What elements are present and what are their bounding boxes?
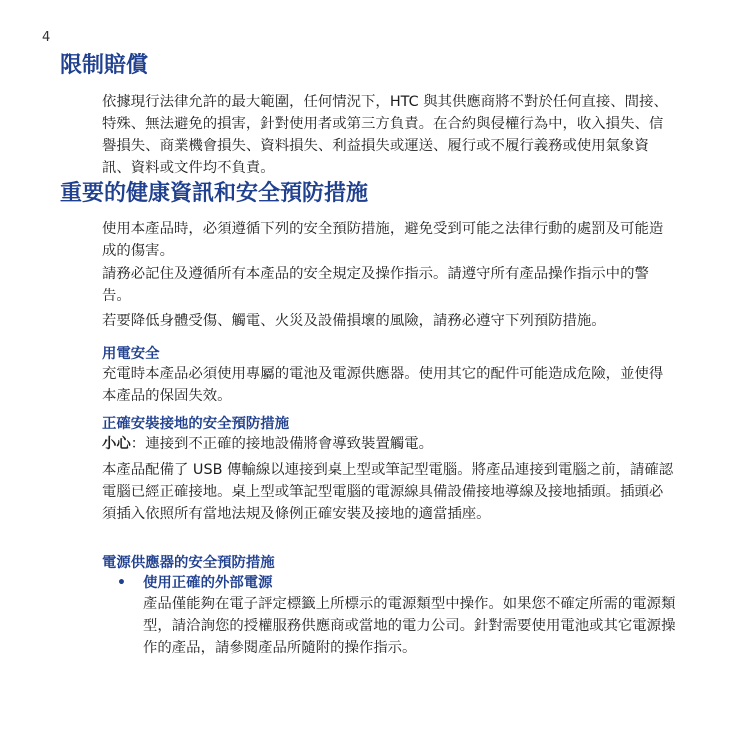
power-supply-heading: 電源供應器的安全預防措施 [102,555,275,571]
external-power-paragraph: 產品僅能夠在電子評定標籤上所標示的電源類型中操作。如果您不確定所需的電源類型，請洽詢您的授權服務供應商或當地的電力公司。針對需要使用電池或其它電源操作的產品，請參閱產品所隨附的操作指示。 [143,596,676,656]
grounding-paragraph: 本產品配備了 USB 傳輸線以連接到桌上型或筆記型電腦。將產品連接到電腦之前，請確認電腦已經正確接地。桌上型或筆記型電腦的電源線具備設備接地導線及接地插頭。插頭必須插入依照所有當地法規及條例正確安裝及接地的適當插座。 [102,462,674,522]
bullet-marker: • [117,575,126,591]
grounding-caution [102,433,677,455]
electrical-safety-paragraph: 充電時本產品必須使用專屬的電池及電源供應器。使用其它的配件可能造成危險，並使得本產品的保固失效。 [102,366,664,404]
limitation-paragraph: 依據現行法律允許的最大範圍，任何情況下，HTC 與其供應商將不對於任何直接、間接、特殊、無法避免的損害，針對使用者或第三方負責。在合約與侵權行為中，收入損失、信譽損失、商業機會損失、資料損失、利益損失或運送、履行或不履行義務或使用氣象資訊、資料或文件均不負責。 [102,94,668,176]
grounding-heading: 正確安裝接地的安全預防措施 [102,416,290,432]
external-power-heading: 使用正確的外部電源 [143,575,273,591]
intro-paragraph-2: 請務必記住及遵循所有本產品的安全規定及操作指示。請遵守所有產品操作指示中的警告。 [102,266,649,304]
intro-paragraph-1: 使用本產品時，必須遵循下列的安全預防措施，避免受到可能之法律行動的處罰及可能造成的傷害。 [102,221,664,259]
health-safety-heading: 重要的健康資訊和安全預防措施 [60,181,369,206]
electrical-safety-heading: 用電安全 [102,346,160,362]
page-number: 4 [42,30,51,45]
intro-paragraph-3: 若要降低身體受傷、觸電、火災及設備損壞的風險，請務必遵守下列預防措施。 [102,313,606,329]
limitation-heading: 限制賠償 [60,53,149,78]
caution-label: 小心 [102,436,131,452]
caution-text: ：連接到不正確的接地設備將會導致裝置觸電。 [130,436,434,452]
